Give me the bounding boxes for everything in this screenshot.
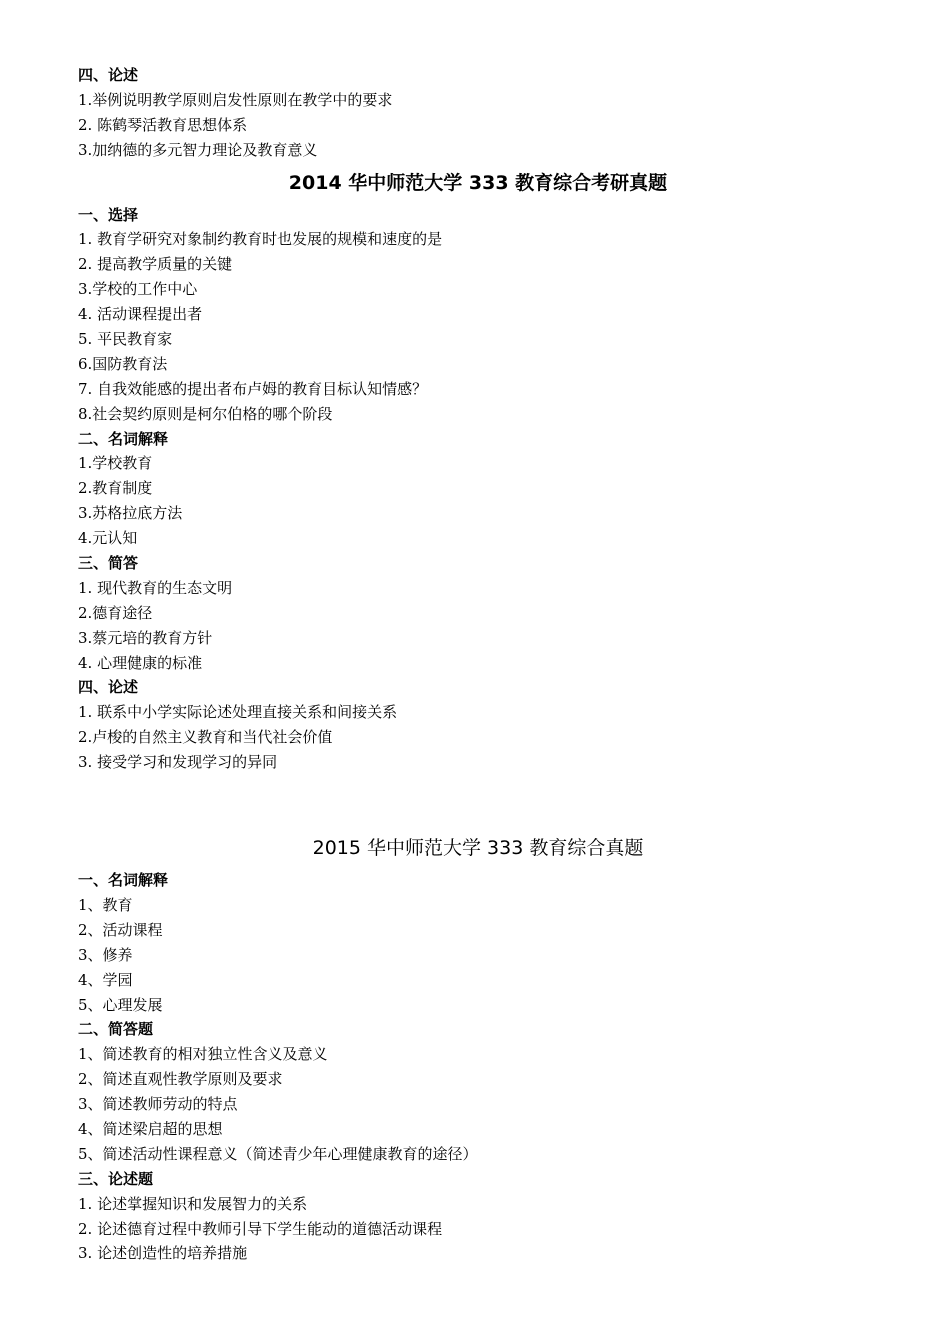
list-item: 1. 论述掌握知识和发展智力的关系 (78, 1194, 308, 1213)
list-item: 3. 接受学习和发现学习的异同 (78, 753, 278, 772)
list-item: 2.教育制度 (78, 479, 153, 498)
list-item: 3.蔡元培的教育方针 (78, 628, 213, 647)
list-item: 1. 联系中小学实际论述处理直接关系和间接关系 (78, 703, 398, 722)
list-item: 8.社会契约原则是柯尔伯格的哪个阶段 (78, 404, 333, 423)
list-item: 4、简述梁启超的思想 (78, 1119, 223, 1138)
list-item: 2、简述直观性教学原则及要求 (78, 1070, 283, 1089)
section-heading: 一、名词解释 (78, 871, 169, 890)
section-heading: 四、论述 (78, 678, 139, 697)
exam-title-2014: 2014 华中师范大学 333 教育综合考研真题 (288, 171, 668, 194)
list-item: 5. 平民教育家 (78, 330, 173, 349)
list-item: 3. 论述创造性的培养措施 (78, 1244, 248, 1263)
list-item: 4. 心理健康的标准 (78, 653, 203, 672)
list-item: 5、心理发展 (78, 995, 163, 1014)
list-item: 4.元认知 (78, 529, 138, 548)
document-page (78, 63, 878, 1266)
list-item: 5、简述活动性课程意义（简述青少年心理健康教育的途径） (78, 1144, 478, 1163)
list-item: 1、简述教育的相对独立性含义及意义 (78, 1045, 328, 1064)
exam-title-2015: 2015 华中师范大学 333 教育综合真题 (312, 837, 644, 860)
list-item: 2.德育途径 (78, 603, 153, 622)
list-item: 1、教育 (78, 895, 133, 914)
section-heading: 三、论述题 (78, 1169, 154, 1188)
section-heading: 四、论述 (78, 66, 139, 84)
section-heading: 二、名词解释 (78, 429, 169, 448)
list-item: 3.加纳德的多元智力理论及教育意义 (78, 140, 318, 159)
spacer (78, 775, 878, 828)
list-item: 7. 自我效能感的提出者布卢姆的教育目标认知情感？ (78, 379, 428, 398)
list-item: 3、简述教师劳动的特点 (78, 1095, 238, 1114)
list-item: 1.举例说明教学原则启发性原则在教学中的要求 (78, 90, 393, 109)
list-item: 4、学园 (78, 970, 133, 989)
list-item: 2. 陈鹤琴活教育思想体系 (78, 115, 248, 134)
list-item: 4. 活动课程提出者 (78, 305, 203, 324)
list-item: 3、修养 (78, 945, 133, 964)
section-heading: 二、简答题 (78, 1020, 154, 1039)
section-heading: 三、简答 (78, 554, 139, 573)
section-heading: 一、选择 (78, 205, 139, 224)
list-item: 3.学校的工作中心 (78, 280, 198, 299)
list-item: 2. 提高教学质量的关键 (78, 255, 233, 274)
list-item: 3.苏格拉底方法 (78, 504, 183, 523)
list-item: 1. 现代教育的生态文明 (78, 578, 233, 597)
list-item: 1. 教育学研究对象制约教育时也发展的规模和速度的是 (78, 230, 443, 249)
list-item: 2.卢梭的自然主义教育和当代社会价值 (78, 728, 333, 747)
list-item: 2、活动课程 (78, 920, 163, 939)
list-item: 1.学校教育 (78, 454, 153, 473)
list-item: 6.国防教育法 (78, 354, 168, 373)
list-item: 2. 论述德育过程中教师引导下学生能动的道德活动课程 (78, 1219, 443, 1238)
